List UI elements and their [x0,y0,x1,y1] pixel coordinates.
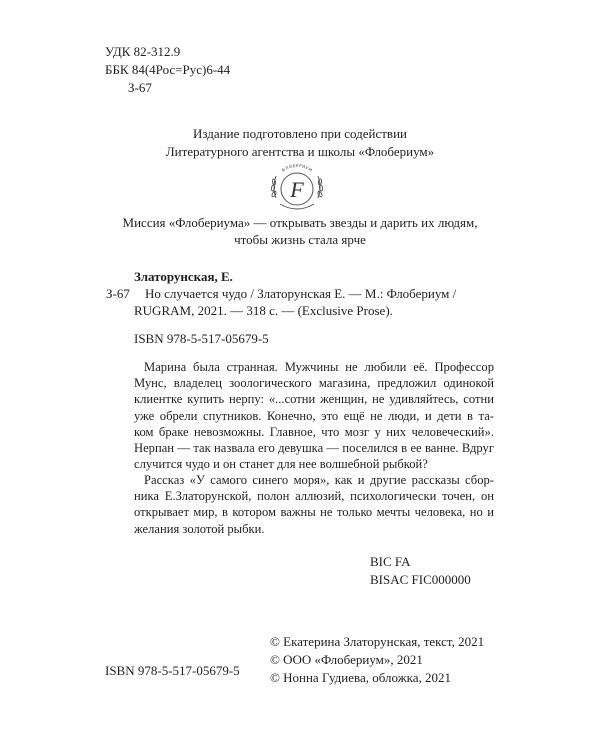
logo-letter: F [290,177,304,202]
copyright-publisher: © ООО «Флобериум», 2021 [270,652,423,667]
annotation-line: Нерпан — так назвала его девушка — поселился в ее ванне. Вдруг [134,441,494,456]
annotation-line: Мунс, владелец зоологического магазина, предложил одинокой [134,376,494,391]
copyright-cover: © Нонна Гудиева, обложка, 2021 [270,670,452,685]
annotation-line: Рассказ «У самого синего моря», как и другие рассказы сбор- [144,473,494,487]
annotation-line: Марина была странная. Мужчины не любили её. Профессор [144,360,494,374]
bibliography-isbn: ISBN 978-5-517-05679-5 [134,331,269,346]
publisher-note-line2: Литературного агентства и школы «Флобериум» [165,144,435,159]
annotation-paragraph-1 [134,359,494,472]
bic-code: BIC FA [370,554,411,569]
bibliography-line1: Но случается чудо / Златорунская Е. — М.: Флобериум / [145,286,457,301]
logo-arc-text: ФЛОБЕРИУМ [280,162,314,173]
floberium-logo [266,158,328,220]
annotation-line: желания золотой рыбки. [134,521,265,536]
annotation-line: уже обрели спутников. Конечно, это ещё не люди, и дети в та- [134,408,494,423]
bibliography-author: Златорунская, Е. [134,269,233,284]
publisher-note-line1: Издание подготовлено при содействии [193,126,407,141]
author-mark: З-67 [128,80,152,95]
annotation-line: открывает мир, в котором важны не только мечты человека, но и [134,505,494,520]
mission-line1: Миссия «Флобериума» — открывать звезды и дарить их людям, [122,215,478,230]
bbk-code: ББК 84(4Рос=Рус)6-44 [105,62,231,77]
mission-line2: чтобы жизнь стала ярче [234,232,366,247]
annotation-line: клиентке купить нерпу: «...сотни женщин, не удивляйтесь, сотни [134,392,494,407]
annotation-line: случится чудо и он станет для нее волшебной рыбкой? [134,457,428,472]
bibliography-code: З-67 [106,286,130,301]
bisac-code: BISAC FIC000000 [370,572,471,587]
udk-code: УДК 82-312.9 [105,44,181,59]
annotation-line: ком браке невозможны. Главное, что мозг у них человеческий». [134,424,494,439]
annotation-paragraph-2 [134,472,494,537]
annotation-line: ника Е.Златорунской, полон аллюзий, психологически точен, он [134,489,494,504]
footer-isbn: ISBN 978-5-517-05679-5 [105,663,240,678]
bibliography-line2: RUGRAM, 2021. — 318 с. — (Exclusive Prose). [134,303,393,318]
copyright-author: © Екатерина Златорунская, текст, 2021 [270,634,485,649]
